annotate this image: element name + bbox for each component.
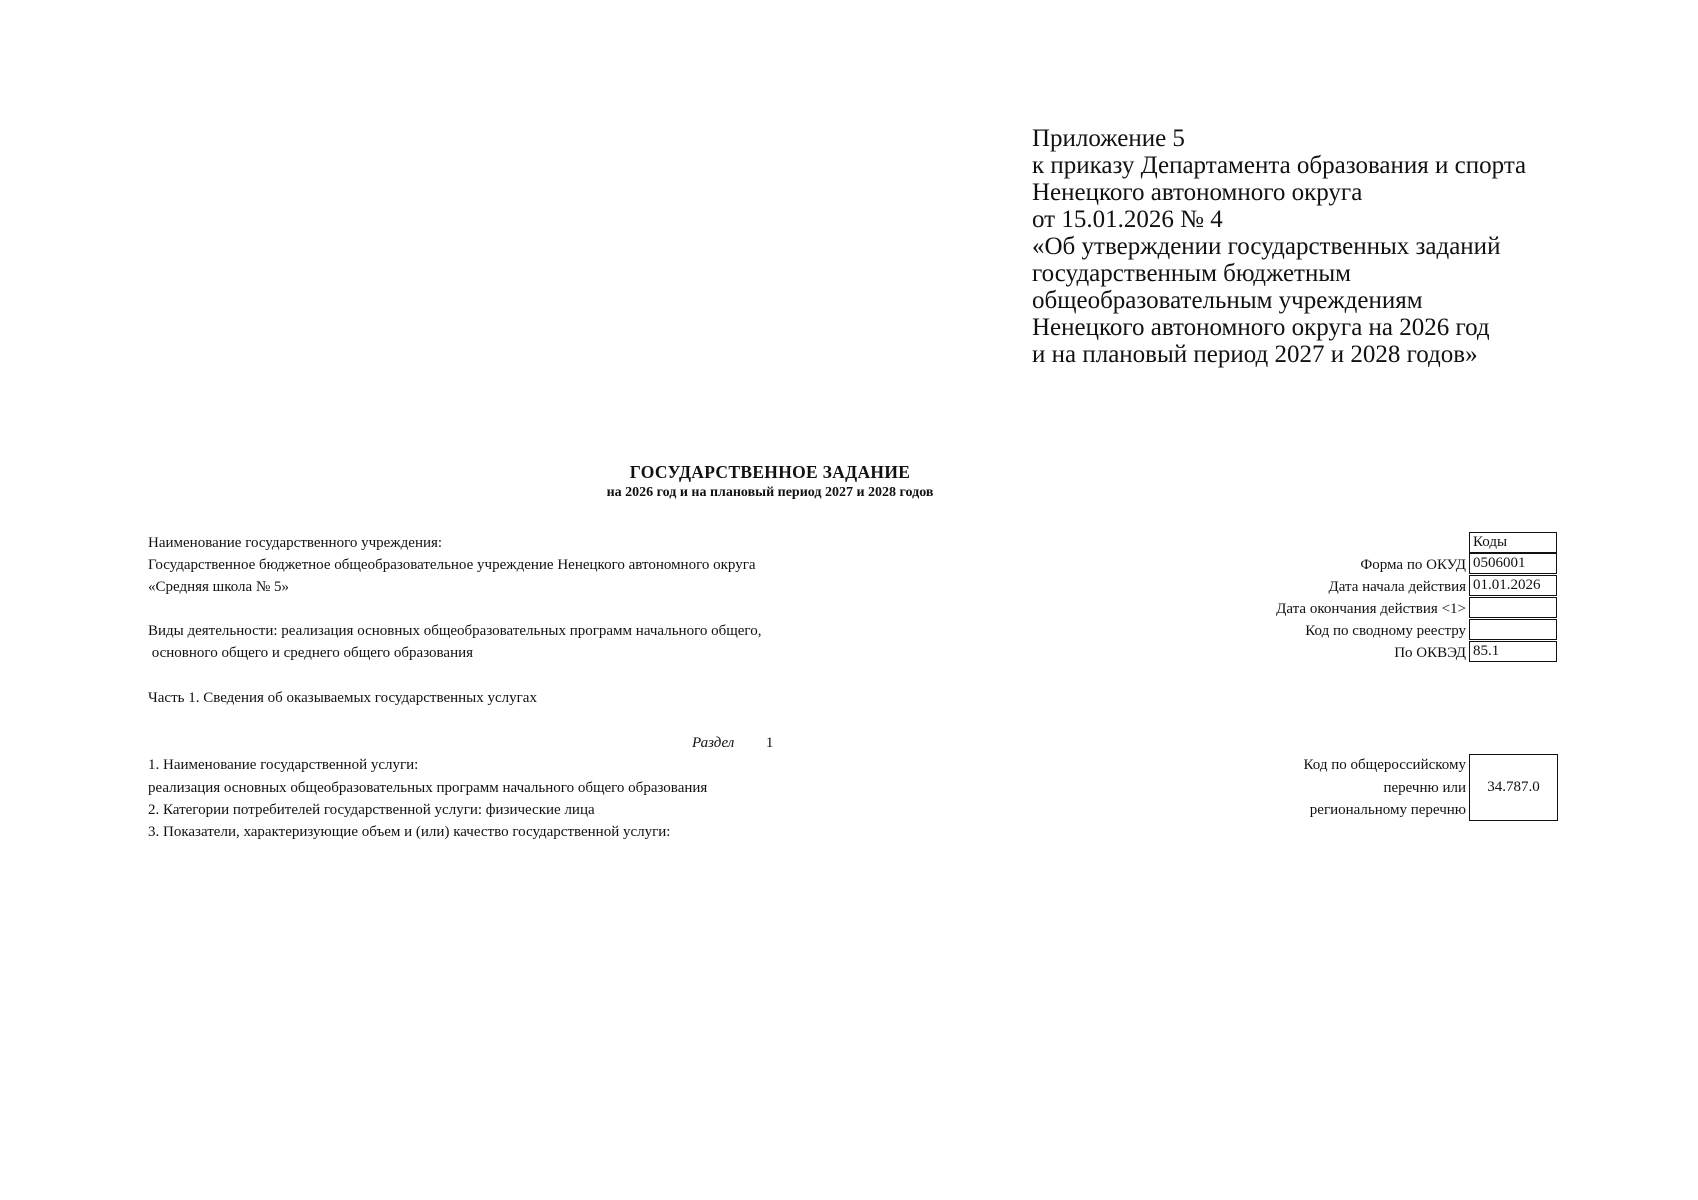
appendix-line: Ненецкого автономного округа на 2026 год [1032,314,1490,341]
activities-line2: основного общего и среднего общего образования [148,645,474,661]
institution-name-line1: Государственное бюджетное общеобразовательное учреждение Ненецкого автономного округа [148,557,756,573]
consumer-categories: 2. Категории потребителей государственной услуги: физические лица [148,802,595,818]
section-heading [692,734,773,752]
end-date-value [1469,597,1557,618]
institution-label: Наименование государственного учреждения: [148,535,443,551]
service-name-value: реализация основных общеобразовательных программ начального общего образования [148,780,708,796]
codes-header: Коды [1469,532,1557,553]
list-code-value: 34.787.0 [1469,754,1558,821]
appendix-line: к приказу Департамента образования и спорта [1032,152,1527,179]
registry-code-label: Код по сводному реестру [1305,623,1466,639]
okud-value: 0506001 [1469,553,1557,574]
list-code-label-line2: перечню или [1383,780,1466,796]
service-name-label: 1. Наименование государственной услуги: [148,757,419,773]
appendix-line: «Об утверждении государственных заданий [1032,233,1501,260]
okved-label: По ОКВЭД [1394,645,1466,661]
registry-code-value [1469,619,1557,640]
okud-label: Форма по ОКУД [1360,557,1466,573]
appendix-line: общеобразовательным учреждениям [1032,287,1423,314]
appendix-line: Ненецкого автономного округа [1032,179,1363,206]
list-code-label-line3: региональному перечню [1309,802,1466,818]
activities-line1: Виды деятельности: реализация основных общеобразовательных программ начального общего, [148,623,762,639]
start-date-value: 01.01.2026 [1469,575,1557,596]
okved-value: 85.1 [1469,641,1557,662]
appendix-line: государственным бюджетным [1032,260,1351,287]
appendix-line: от 15.01.2026 № 4 [1032,206,1223,233]
end-date-label: Дата окончания действия <1> [1276,601,1466,617]
section-number: 1 [765,735,774,751]
appendix-line: и на плановый период 2027 и 2028 годов» [1032,341,1478,368]
appendix-block [1032,125,1632,368]
indicators-heading: 3. Показатели, характеризующие объем и (или) качество государственной услуги: [148,824,671,840]
list-code-label-line1: Код по общероссийскому [1303,757,1466,773]
start-date-label: Дата начала действия [1328,579,1466,595]
appendix-line: Приложение 5 [1032,125,1185,152]
document-subtitle: на 2026 год и на плановый период 2027 и 2028 годов [606,485,934,500]
section-word: Раздел [692,735,735,751]
institution-name-line2: «Средняя школа № 5» [148,579,290,595]
part1-heading: Часть 1. Сведения об оказываемых государственных услугах [148,690,537,706]
document-title: ГОСУДАРСТВЕННОЕ ЗАДАНИЕ [629,462,911,482]
